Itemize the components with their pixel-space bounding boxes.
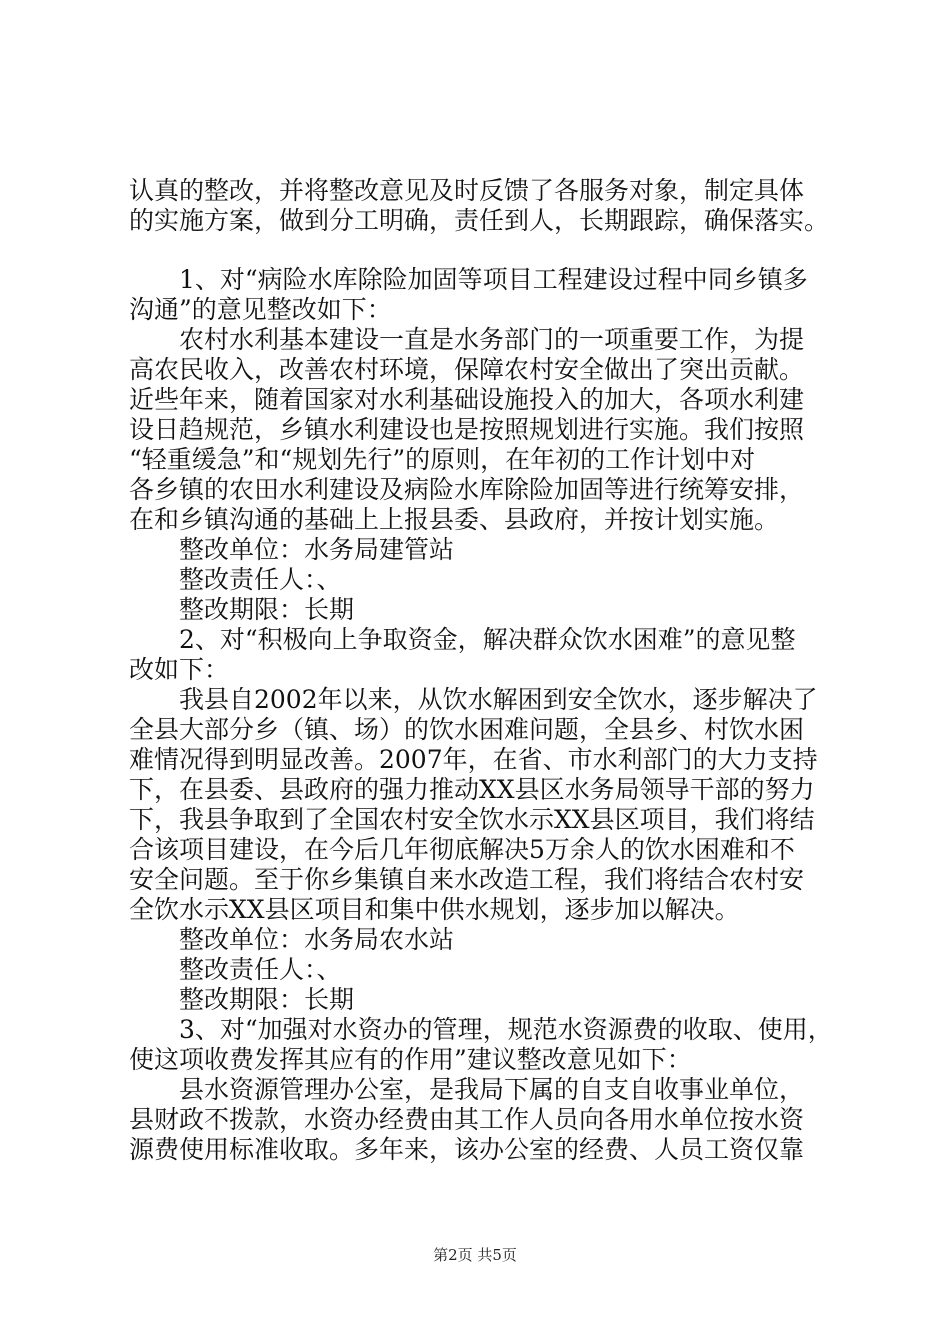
text-line: 改如下： (129, 655, 230, 684)
item-heading-line: 1、对“病险水库除险加固等项目工程建设过程中同乡镇多 (179, 265, 808, 294)
rectification-unit: 整改单位：水务局建管站 (179, 535, 455, 564)
text-line: 沟通”的意见整改如下： (129, 295, 392, 324)
text-line: 设日趋规范，乡镇水利建设也是按照规划进行实施。我们按照 (129, 415, 805, 444)
text-line: 下，我县争取到了全国农村安全饮水示XX县区项目，我们将结 (129, 805, 815, 834)
text-line: 县水资源管理办公室，是我局下属的自支自收事业单位， (179, 1075, 805, 1104)
text-line: 我县自2002年以来，从饮水解困到安全饮水，逐步解决了 (179, 685, 818, 714)
text-line: 近些年来，随着国家对水利基础设施投入的加大，各项水利建 (129, 385, 805, 414)
rectification-deadline: 整改期限：长期 (179, 595, 355, 624)
rectification-owner: 整改责任人：、 (179, 565, 342, 594)
text-line: 农村水利基本建设一直是水务部门的一项重要工作，为提 (179, 325, 805, 354)
text-line: 各乡镇的农田水利建设及病险水库除险加固等进行统筹安排， (129, 475, 805, 504)
text-line: 源费使用标准收取。多年来，该办公室的经费、人员工资仅靠 (129, 1135, 805, 1164)
text-line: 认真的整改，并将整改意见及时反馈了各服务对象，制定具体 (129, 176, 805, 205)
text-line: 合该项目建设，在今后几年彻底解决5万余人的饮水困难和不 (129, 835, 795, 864)
text-line: 高农民收入，改善农村环境，保障农村安全做出了突出贡献。 (129, 355, 805, 384)
document-body (129, 176, 834, 1165)
text-line: 下，在县委、县政府的强力推动XX县区水务局领导干部的努力 (129, 775, 815, 804)
text-line: 县财政不拨款，水资办经费由其工作人员向各用水单位按水资 (129, 1105, 805, 1134)
rectification-unit: 整改单位：水务局农水站 (179, 925, 455, 954)
rectification-owner: 整改责任人：、 (179, 955, 342, 984)
item-heading-line: 3、对“加强对水资办的管理，规范水资源费的收取、使用， (179, 1015, 833, 1044)
page-footer (0, 1245, 950, 1265)
text-line: 安全问题。至于你乡集镇自来水改造工程，我们将结合农村安 (129, 865, 805, 894)
text-line: 难情况得到明显改善。2007年，在省、市水利部门的大力支持 (129, 745, 818, 774)
text-line: 全饮水示XX县区项目和集中供水规划，逐步加以解决。 (129, 895, 740, 924)
rectification-deadline: 整改期限：长期 (179, 985, 355, 1014)
item-heading-line: 2、对“积极向上争取资金，解决群众饮水困难”的意见整 (179, 625, 796, 654)
paragraph-gap (129, 236, 834, 265)
page-number-label: 第2页 共5页 (433, 1246, 517, 1264)
text-line: 全县大部分乡（镇、场）的饮水困难问题，全县乡、村饮水困 (129, 715, 805, 744)
text-line: “轻重缓急”和“规划先行”的原则，在年初的工作计划中对 (129, 445, 756, 474)
text-line: 使这项收费发挥其应有的作用”建议整改意见如下： (129, 1045, 692, 1074)
text-line: 的实施方案，做到分工明确，责任到人，长期跟踪，确保落实。 (129, 206, 830, 235)
text-line: 在和乡镇沟通的基础上上报县委、县政府，并按计划实施。 (129, 505, 780, 534)
